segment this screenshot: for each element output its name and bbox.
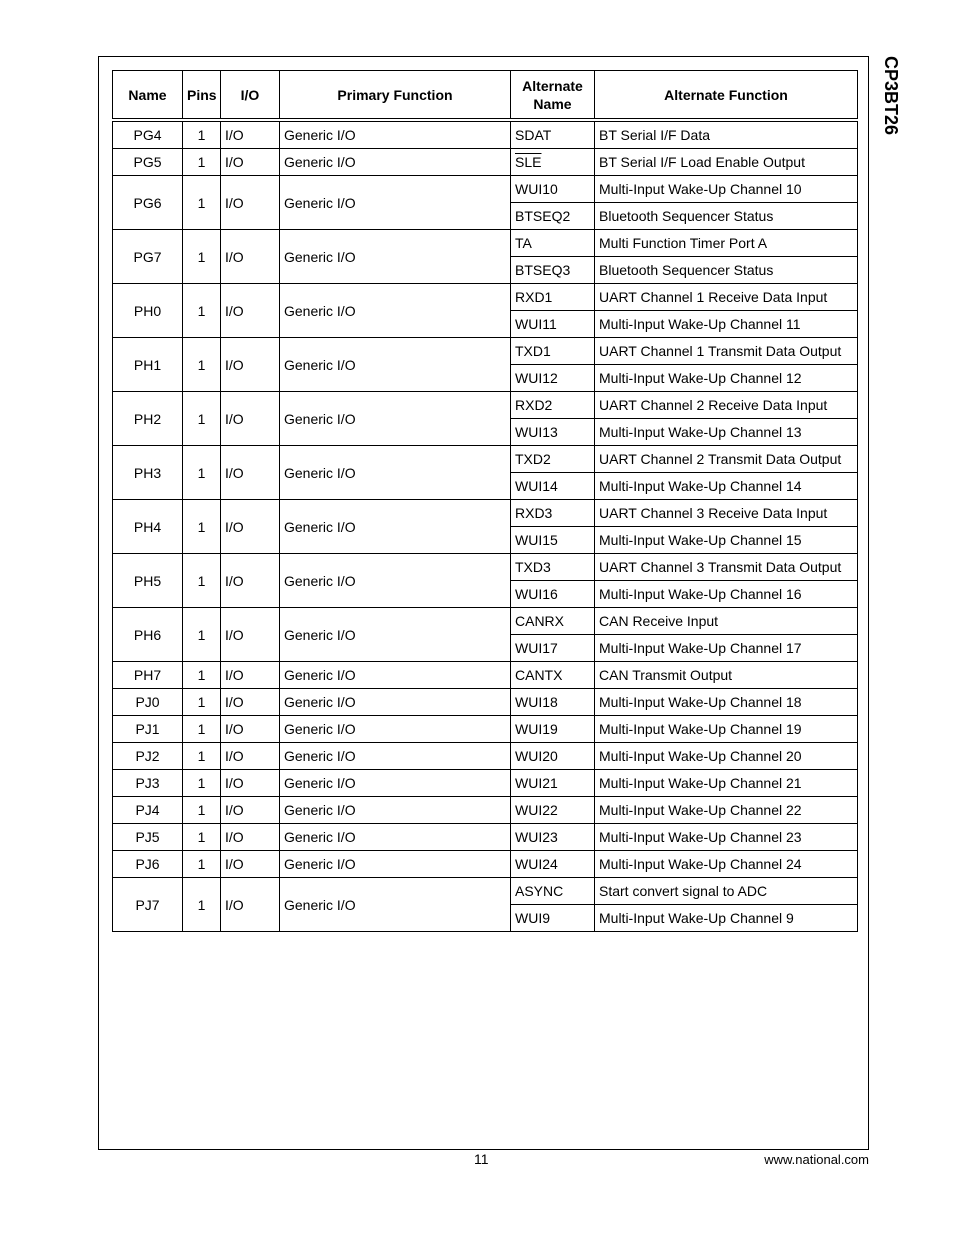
alternate-name-cell: WUI14 [511, 473, 595, 500]
alternate-function-cell: BT Serial I/F Data [595, 120, 858, 149]
pin-name-cell: PH5 [113, 554, 183, 608]
alternate-name-cell: WUI20 [511, 743, 595, 770]
table-row [113, 716, 858, 743]
pin-name-cell: PJ5 [113, 824, 183, 851]
header-alternate-name-line2: Name [533, 95, 572, 112]
pin-count-cell: 1 [183, 149, 221, 176]
alternate-function-cell: Multi-Input Wake-Up Channel 9 [595, 905, 858, 932]
alternate-name-cell: TXD2 [511, 446, 595, 473]
primary-function-cell: Generic I/O [280, 878, 511, 932]
alternate-function-cell: Multi-Input Wake-Up Channel 16 [595, 581, 858, 608]
alternate-name-cell: WUI10 [511, 176, 595, 203]
table-row [113, 662, 858, 689]
alternate-function-cell: Multi-Input Wake-Up Channel 23 [595, 824, 858, 851]
alternate-name-cell: WUI23 [511, 824, 595, 851]
document-title: CP3BT26 [881, 56, 901, 136]
table-row [113, 608, 858, 635]
alternate-name-cell: WUI22 [511, 797, 595, 824]
pin-count-cell: 1 [183, 500, 221, 554]
alternate-name-cell: CANRX [511, 608, 595, 635]
header-alternate-function: Alternate Function [595, 71, 858, 121]
header-name: Name [113, 71, 183, 121]
pin-name-cell: PJ4 [113, 797, 183, 824]
io-cell: I/O [221, 149, 280, 176]
alternate-function-cell: Multi-Input Wake-Up Channel 20 [595, 743, 858, 770]
alternate-name-cell: TA [511, 230, 595, 257]
alternate-function-cell: Multi-Input Wake-Up Channel 18 [595, 689, 858, 716]
alternate-function-cell: Multi-Input Wake-Up Channel 17 [595, 635, 858, 662]
primary-function-cell: Generic I/O [280, 120, 511, 149]
pin-count-cell: 1 [183, 120, 221, 149]
table-row [113, 149, 858, 176]
pin-count-cell: 1 [183, 743, 221, 770]
alternate-function-cell: Multi-Input Wake-Up Channel 15 [595, 527, 858, 554]
alternate-function-cell: Start convert signal to ADC [595, 878, 858, 905]
alternate-function-cell: Multi-Input Wake-Up Channel 24 [595, 851, 858, 878]
pin-count-cell: 1 [183, 662, 221, 689]
table-header-row [113, 71, 858, 121]
pin-name-cell: PG6 [113, 176, 183, 230]
alternate-name-cell: WUI11 [511, 311, 595, 338]
alternate-name-cell: BTSEQ3 [511, 257, 595, 284]
io-cell: I/O [221, 230, 280, 284]
alternate-function-cell: CAN Receive Input [595, 608, 858, 635]
primary-function-cell: Generic I/O [280, 446, 511, 500]
table-row [113, 770, 858, 797]
pin-count-cell: 1 [183, 824, 221, 851]
alternate-function-cell: UART Channel 3 Receive Data Input [595, 500, 858, 527]
alternate-name-cell: WUI9 [511, 905, 595, 932]
pin-count-cell: 1 [183, 608, 221, 662]
table-row [113, 554, 858, 581]
primary-function-cell: Generic I/O [280, 824, 511, 851]
pin-count-cell: 1 [183, 446, 221, 500]
pin-name-cell: PJ1 [113, 716, 183, 743]
primary-function-cell: Generic I/O [280, 851, 511, 878]
alternate-name-cell: WUI12 [511, 365, 595, 392]
primary-function-cell: Generic I/O [280, 392, 511, 446]
pin-count-cell: 1 [183, 716, 221, 743]
header-pins: Pins [183, 71, 221, 121]
alternate-function-cell: Multi-Input Wake-Up Channel 11 [595, 311, 858, 338]
io-cell: I/O [221, 446, 280, 500]
table-row [113, 120, 858, 149]
io-cell: I/O [221, 554, 280, 608]
alternate-name-cell: RXD1 [511, 284, 595, 311]
table-row [113, 878, 858, 905]
pin-name-cell: PJ7 [113, 878, 183, 932]
io-cell: I/O [221, 662, 280, 689]
primary-function-cell: Generic I/O [280, 284, 511, 338]
table-body [113, 120, 858, 932]
alternate-function-cell: Bluetooth Sequencer Status [595, 203, 858, 230]
table-row [113, 284, 858, 311]
pin-name-cell: PH6 [113, 608, 183, 662]
alternate-name-cell: WUI13 [511, 419, 595, 446]
alternate-name-cell: TXD3 [511, 554, 595, 581]
alternate-function-cell: Multi-Input Wake-Up Channel 21 [595, 770, 858, 797]
table-row [113, 176, 858, 203]
pin-name-cell: PH2 [113, 392, 183, 446]
alternate-function-cell: Multi-Input Wake-Up Channel 12 [595, 365, 858, 392]
alternate-name-cell: BTSEQ2 [511, 203, 595, 230]
primary-function-cell: Generic I/O [280, 716, 511, 743]
alternate-name-cell: SDAT [511, 120, 595, 149]
pin-name-cell: PJ2 [113, 743, 183, 770]
alternate-function-cell: UART Channel 1 Transmit Data Output [595, 338, 858, 365]
primary-function-cell: Generic I/O [280, 500, 511, 554]
alternate-function-cell: Multi-Input Wake-Up Channel 13 [595, 419, 858, 446]
table-row [113, 446, 858, 473]
pin-count-cell: 1 [183, 230, 221, 284]
primary-function-cell: Generic I/O [280, 230, 511, 284]
header-alternate-name-line1: Alternate [522, 77, 583, 94]
alternate-name-cell: WUI17 [511, 635, 595, 662]
pin-count-cell: 1 [183, 176, 221, 230]
pin-name-cell: PH4 [113, 500, 183, 554]
primary-function-cell: Generic I/O [280, 149, 511, 176]
primary-function-cell: Generic I/O [280, 662, 511, 689]
primary-function-cell: Generic I/O [280, 743, 511, 770]
alternate-name-cell: WUI24 [511, 851, 595, 878]
table-row [113, 230, 858, 257]
alternate-name-cell: WUI16 [511, 581, 595, 608]
io-cell: I/O [221, 500, 280, 554]
table-row [113, 797, 858, 824]
io-cell: I/O [221, 716, 280, 743]
pin-count-cell: 1 [183, 284, 221, 338]
io-cell: I/O [221, 689, 280, 716]
alternate-name-cell: WUI21 [511, 770, 595, 797]
alternate-name-cell: RXD2 [511, 392, 595, 419]
alternate-function-cell: UART Channel 2 Transmit Data Output [595, 446, 858, 473]
alternate-function-cell: Bluetooth Sequencer Status [595, 257, 858, 284]
table-row [113, 743, 858, 770]
io-cell: I/O [221, 743, 280, 770]
alternate-name-cell: WUI15 [511, 527, 595, 554]
alternate-function-cell: Multi-Input Wake-Up Channel 10 [595, 176, 858, 203]
pin-count-cell: 1 [183, 689, 221, 716]
primary-function-cell: Generic I/O [280, 176, 511, 230]
io-cell: I/O [221, 284, 280, 338]
io-cell: I/O [221, 338, 280, 392]
io-cell: I/O [221, 120, 280, 149]
alternate-name-cell: RXD3 [511, 500, 595, 527]
table-row [113, 392, 858, 419]
alternate-function-cell: Multi-Input Wake-Up Channel 22 [595, 797, 858, 824]
pin-name-cell: PG5 [113, 149, 183, 176]
io-cell: I/O [221, 608, 280, 662]
pin-name-cell: PG7 [113, 230, 183, 284]
pin-count-cell: 1 [183, 878, 221, 932]
website-footer: www.national.com [764, 1152, 869, 1167]
pin-count-cell: 1 [183, 392, 221, 446]
alternate-name-cell: TXD1 [511, 338, 595, 365]
page-number: 11 [474, 1151, 489, 1167]
primary-function-cell: Generic I/O [280, 770, 511, 797]
io-cell: I/O [221, 851, 280, 878]
pin-name-cell: PH1 [113, 338, 183, 392]
primary-function-cell: Generic I/O [280, 608, 511, 662]
pin-name-cell: PJ3 [113, 770, 183, 797]
alternate-name-cell: CANTX [511, 662, 595, 689]
io-cell: I/O [221, 770, 280, 797]
primary-function-cell: Generic I/O [280, 554, 511, 608]
io-cell: I/O [221, 878, 280, 932]
primary-function-cell: Generic I/O [280, 797, 511, 824]
io-cell: I/O [221, 176, 280, 230]
pin-name-cell: PJ6 [113, 851, 183, 878]
pin-name-cell: PH7 [113, 662, 183, 689]
side-title [877, 56, 903, 176]
pin-name-cell: PJ0 [113, 689, 183, 716]
table-row [113, 500, 858, 527]
alternate-name-cell: WUI19 [511, 716, 595, 743]
alternate-function-cell: Multi Function Timer Port A [595, 230, 858, 257]
table-row [113, 851, 858, 878]
alternate-name-cell: $\overline{SLE}$ [511, 149, 595, 176]
header-alternate-name [511, 71, 595, 121]
io-cell: I/O [221, 824, 280, 851]
io-cell: I/O [221, 797, 280, 824]
pin-count-cell: 1 [183, 797, 221, 824]
pin-count-cell: 1 [183, 338, 221, 392]
alternate-function-cell: UART Channel 3 Transmit Data Output [595, 554, 858, 581]
table-row [113, 338, 858, 365]
alternate-function-cell: BT Serial I/F Load Enable Output [595, 149, 858, 176]
header-primary-function: Primary Function [280, 71, 511, 121]
primary-function-cell: Generic I/O [280, 338, 511, 392]
pin-count-cell: 1 [183, 851, 221, 878]
alternate-function-cell: Multi-Input Wake-Up Channel 19 [595, 716, 858, 743]
pin-count-cell: 1 [183, 770, 221, 797]
primary-function-cell: Generic I/O [280, 689, 511, 716]
alternate-name-cell: ASYNC [511, 878, 595, 905]
io-cell: I/O [221, 392, 280, 446]
alternate-function-cell: Multi-Input Wake-Up Channel 14 [595, 473, 858, 500]
alternate-function-cell: UART Channel 1 Receive Data Input [595, 284, 858, 311]
alternate-name-cell: WUI18 [511, 689, 595, 716]
alternate-function-cell: CAN Transmit Output [595, 662, 858, 689]
header-io: I/O [221, 71, 280, 121]
alternate-function-cell: UART Channel 2 Receive Data Input [595, 392, 858, 419]
pin-count-cell: 1 [183, 554, 221, 608]
pin-name-cell: PH0 [113, 284, 183, 338]
table-row [113, 689, 858, 716]
pin-name-cell: PG4 [113, 120, 183, 149]
pin-name-cell: PH3 [113, 446, 183, 500]
table-row [113, 824, 858, 851]
pin-table [112, 70, 858, 932]
